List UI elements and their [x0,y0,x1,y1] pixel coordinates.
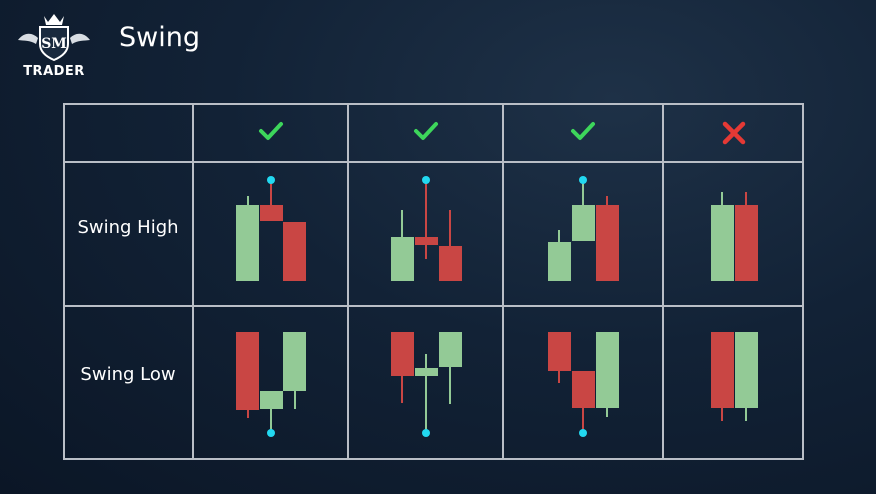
logo-text: TRADER [23,64,85,79]
page-title: Swing [119,22,200,53]
check-icon [573,124,593,138]
candle-pattern [391,176,462,281]
candle-pattern [391,332,462,437]
candle-pattern [548,176,619,281]
candle-pattern [711,332,758,421]
check-icon [261,124,281,138]
candle-pattern [236,176,306,281]
row-label-swing-high: Swing High [77,217,179,238]
cross-icon [725,124,743,142]
candle-pattern [548,332,619,437]
candle-pattern [711,192,758,281]
svg-text:SM: SM [41,36,67,52]
row-label-swing-low: Swing Low [80,364,176,385]
check-icon [416,124,436,138]
candle-pattern [236,332,306,437]
table-grid [64,104,803,459]
